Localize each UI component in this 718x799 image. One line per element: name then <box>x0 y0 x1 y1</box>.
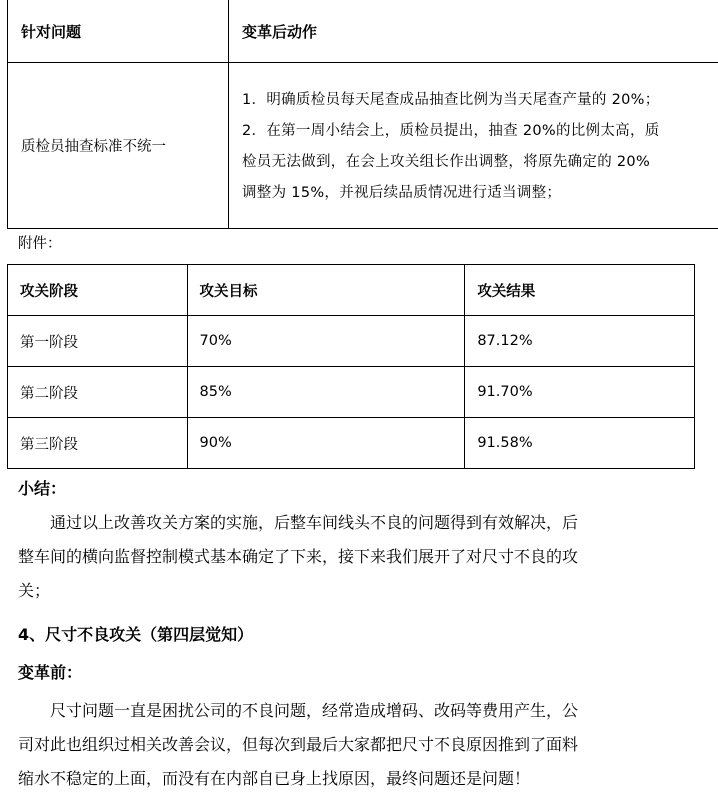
target-cell: 70% <box>187 316 465 367</box>
result-cell: 91.58% <box>465 418 695 469</box>
measure-table <box>7 0 718 229</box>
stage-cell: 第二阶段 <box>8 367 188 418</box>
result-cell: 91.70% <box>465 367 695 418</box>
section-heading: 4、尺寸不良攻关（第四层觉知） <box>18 625 254 644</box>
summary-line: 整车间的横向监督控制模式基本确定了下来，接下来我们展开了对尺寸不良的攻 <box>18 547 579 566</box>
section-line: 缩水不稳定的上面，而没有在内部自已身上找原因，最终问题还是问题！ <box>18 769 531 788</box>
result-header: 攻关结果 <box>465 265 695 316</box>
target-cell: 85% <box>187 367 465 418</box>
action-cell <box>229 63 718 229</box>
action-header: 变革后动作 <box>229 0 718 63</box>
result-cell: 87.12% <box>465 316 695 367</box>
stage-table-row <box>8 316 695 367</box>
stage-table-row <box>8 418 695 469</box>
problem-cell: 质检员抽查标准不统一 <box>8 63 229 229</box>
section-subheading: 变革前： <box>18 663 83 682</box>
stage-table-row <box>8 367 695 418</box>
stage-table <box>7 264 695 469</box>
action-line: 2．在第一周小结会上，质检员提出，抽查 20%的比例太高，质 <box>242 122 660 139</box>
summary-heading: 小结： <box>18 479 67 498</box>
target-cell: 90% <box>187 418 465 469</box>
summary-line: 通过以上改善攻关方案的实施，后整车间线头不良的问题得到有效解决，后 <box>50 513 579 532</box>
stage-cell: 第一阶段 <box>8 316 188 367</box>
summary-line: 关； <box>18 581 51 600</box>
action-line: 检员无法做到，在会上攻关组长作出调整，将原先确定的 20% <box>242 153 651 170</box>
action-line: 调整为 15%，并视后续品质情况进行适当调整； <box>242 184 562 201</box>
section-line: 司对此也组织过相关改善会议，但每次到最后大家都把尺寸不良原因推到了面料 <box>18 735 579 754</box>
stage-cell: 第三阶段 <box>8 418 188 469</box>
measure-table-header-row <box>8 0 718 63</box>
target-header: 攻关目标 <box>187 265 465 316</box>
stage-header: 攻关阶段 <box>8 265 188 316</box>
measure-table-row <box>8 63 718 229</box>
problem-header: 针对问题 <box>8 0 229 63</box>
section-line: 尺寸问题一直是困扰公司的不良问题，经常造成增码、改码等费用产生，公 <box>50 701 579 720</box>
action-line: 1．明确质检员每天尾查成品抽查比例为当天尾查产量的 20%； <box>242 91 660 108</box>
attachment-label: 附件： <box>18 236 62 252</box>
stage-table-header-row <box>8 265 695 316</box>
